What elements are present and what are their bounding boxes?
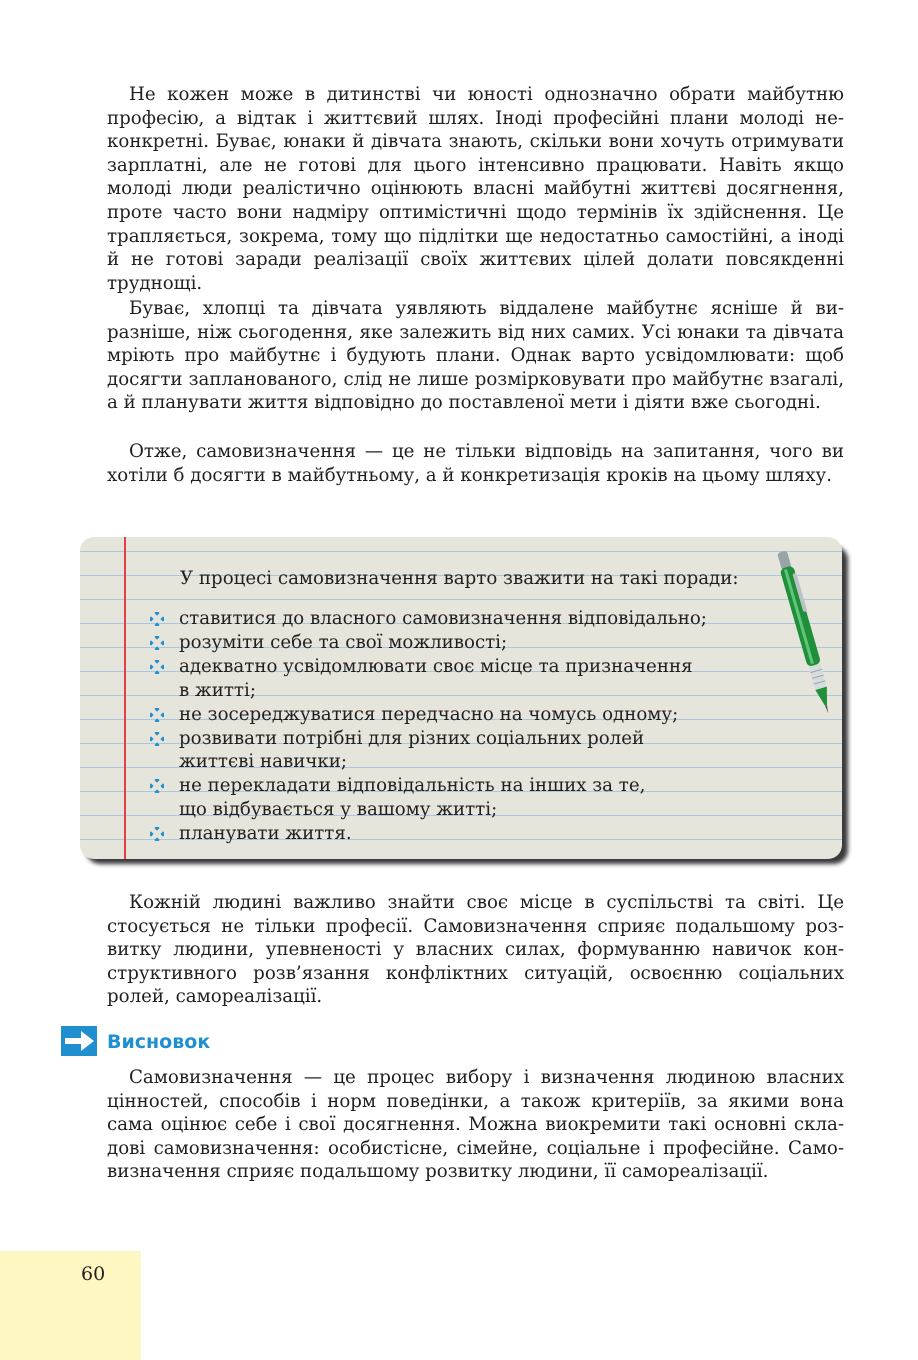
advice-item [150, 607, 707, 631]
paragraph-intro: Не кожен може в дитинстві чи юності однозначно обрати майбутню професію, а відтак і життєвий шлях. Іноді професійні плани молоді неконкретні. Буває, юнаки й дівчата знають, скільки вони хочуть отримувати зарплатні, але не готові для цього інтенсивно працювати. Навіть якщо молоді люди реалістично оцінюють власні майбутні життєві досягнення, проте часто вони надміру оптимістичні щодо термінів їх здійснення. Це трапляється, зокрема, тому що підлітки ще недостатньо самостійні, а іноді й не готові заради реалізації своїх життєвих цілей долати повсякденні труднощі. [107, 84, 844, 294]
advice-item-line: ставитися до власного самовизначення відповідально; [179, 608, 707, 629]
conclusion-heading: Висновок [107, 1031, 211, 1053]
page-number-tab [0, 1251, 141, 1360]
diamond-bullet-icon [150, 660, 164, 674]
paragraph-future: Буває, хлопці та дівчата уявляють віддалене майбутнє ясніше й виразніше, ніж сьогодення, яке залежить від них самих. Усі юнаки та дівчата мріють про майбутнє і будують плани. Однак варто усвідомлювати: щоб досягти запланованого, слід не лише розмірковувати про майбутнє взагалі, а й планувати життя відповідно до поставленої мети і діяти вже сьогодні. [107, 298, 844, 414]
diamond-bullet-icon [150, 827, 164, 841]
pen-icon [776, 542, 838, 722]
page-number: 60 [81, 1263, 106, 1285]
notebook-rule-line [80, 599, 842, 600]
advice-heading: У процесі самовизначення варто зважити на такі поради: [180, 568, 739, 589]
advice-item-line: в житті; [179, 679, 256, 701]
advice-list [150, 607, 707, 846]
advice-item-line: адекватно усвідомлювати своє місце та призначення [179, 655, 693, 677]
notebook-margin-line [124, 537, 126, 859]
diamond-bullet-icon [150, 779, 164, 793]
advice-item-line: розуміти себе та свої можливості; [179, 631, 508, 653]
notebook-rule-line [80, 551, 842, 552]
advice-item [150, 703, 707, 727]
paragraph-self-determination: Кожній людині важливо знайти своє місце в суспільстві та світі. Це стосується не тільки професії. Самовизначення сприяє подальшому розвитку людини, упевненості у власних силах, формуванню навичок конструктивного розв’язання конфліктних ситуацій, освоєнню соціальних ролей, самореалізації. [107, 892, 844, 1008]
advice-item-line: не перекладати відповідальність на інших за те, [179, 775, 646, 797]
paragraph-summary: Отже, самовизначення — це не тільки відповідь на запитання, чого ви хотіли б досягти в майбутньому, а й конкретизація кроків на цьому шляху. [107, 441, 844, 486]
advice-notebook-box [80, 537, 842, 859]
diamond-bullet-icon [150, 708, 164, 722]
advice-item [150, 631, 707, 655]
advice-item-line: не зосереджуватися передчасно на чомусь одному; [179, 703, 679, 725]
advice-item-line: що відбувається у вашому житті; [179, 799, 498, 821]
advice-item-line: життєві навички; [179, 751, 347, 773]
advice-item-line: планувати життя. [179, 823, 352, 845]
diamond-bullet-icon [150, 612, 164, 626]
advice-item [150, 727, 707, 775]
diamond-bullet-icon [150, 732, 164, 746]
advice-item [150, 822, 707, 846]
advice-item-line: розвивати потрібні для різних соціальних ролей [179, 727, 645, 749]
arrow-right-icon [61, 1026, 97, 1056]
paragraph-conclusion: Самовизначення — це процес вибору і визначення людиною власних цінностей, способів і норм поведінки, а також критеріїв, за якими вона сама оцінює себе і свої досягнення. Можна виокремити такі основні складові самовизначення: особистісне, сімейне, соціальне і професійне. Самовизначення сприяє подальшому розвитку людини, її самореалізації. [107, 1067, 844, 1183]
advice-item [150, 655, 707, 703]
advice-item [150, 774, 707, 822]
diamond-bullet-icon [150, 636, 164, 650]
